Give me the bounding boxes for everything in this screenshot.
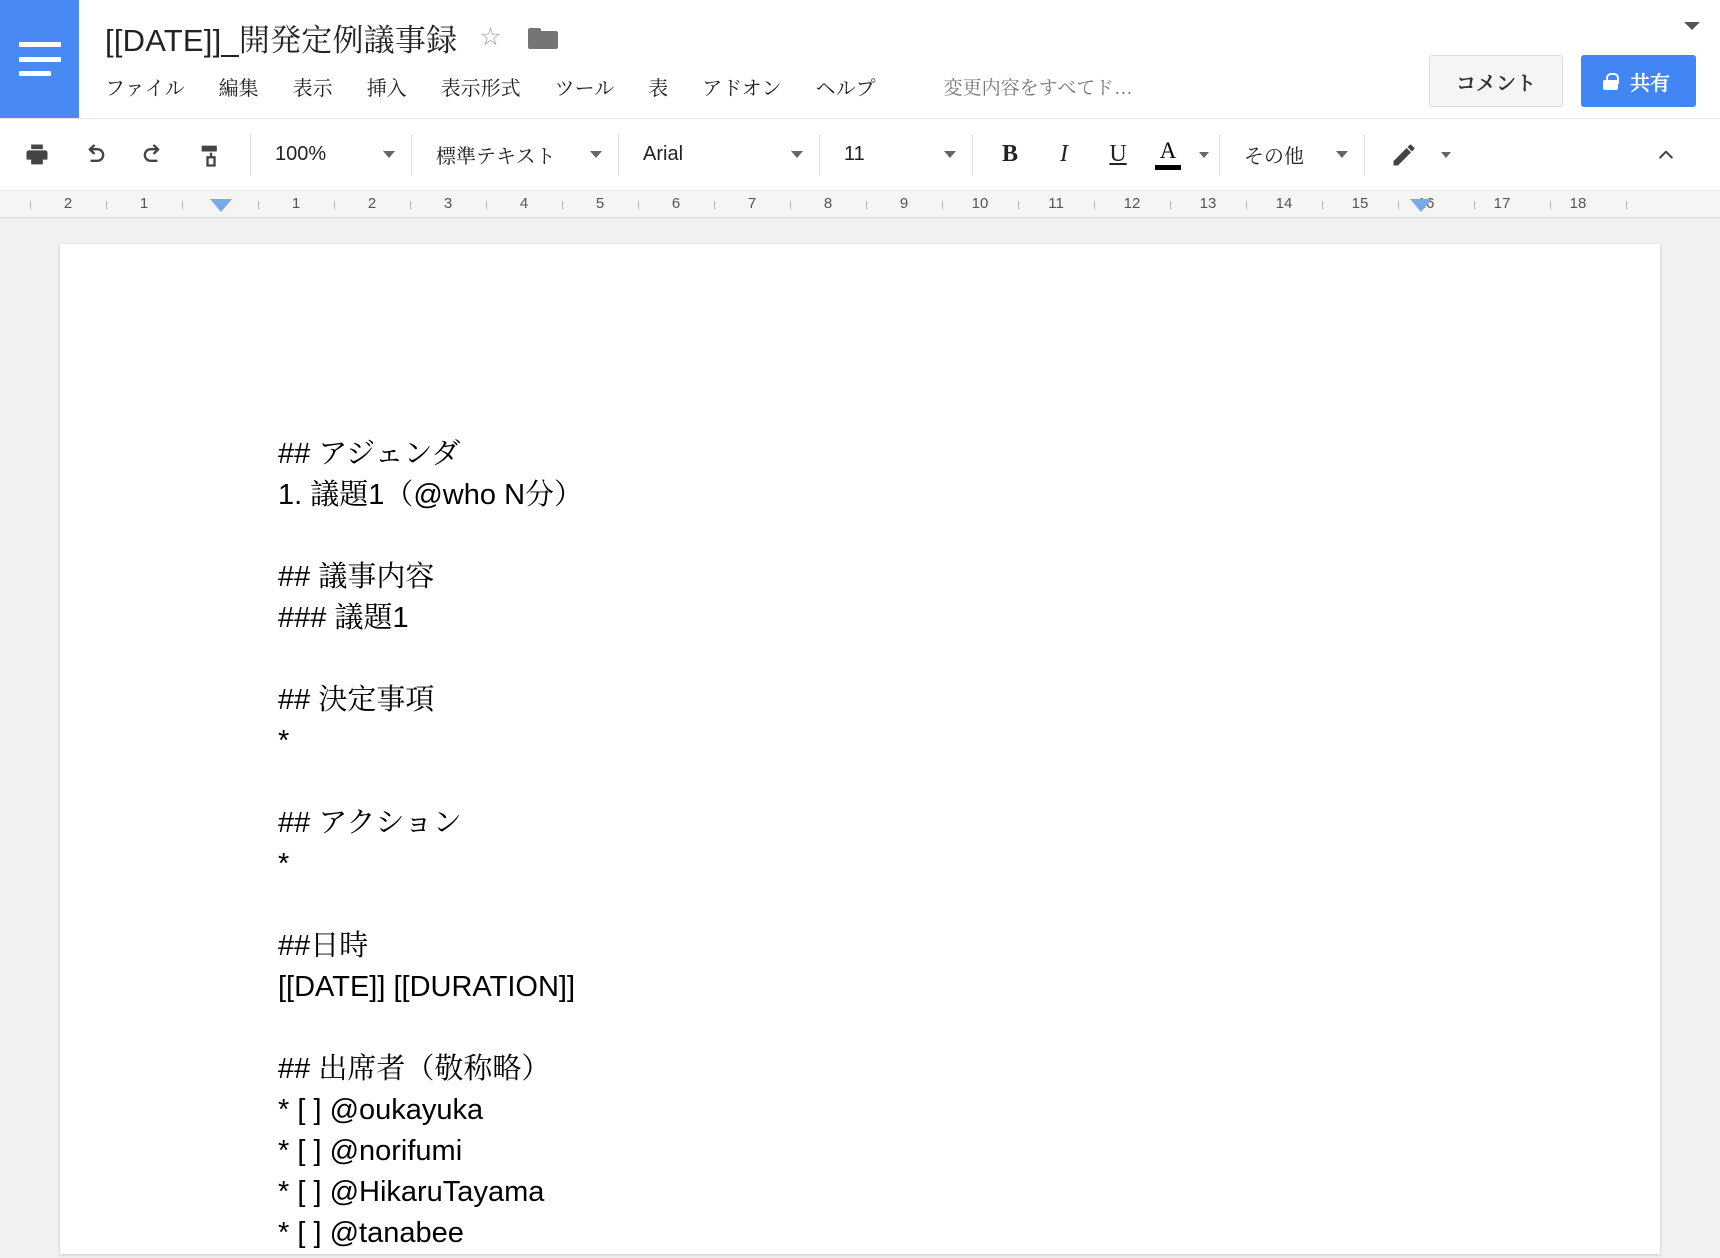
toolbar-divider — [250, 134, 251, 176]
pencil-icon — [1390, 141, 1418, 169]
menu-item-table[interactable]: 表 — [648, 77, 669, 100]
ruler-label: 17 — [1493, 195, 1511, 212]
header-actions — [1429, 55, 1696, 107]
ruler-label: 4 — [519, 195, 529, 212]
ruler-label: 6 — [671, 195, 681, 212]
title-row — [105, 14, 1720, 60]
ruler-label: 1 — [291, 195, 301, 212]
chevron-down-icon[interactable] — [1199, 152, 1209, 158]
menu-item-insert[interactable]: 挿入 — [366, 77, 407, 100]
document-line[interactable]: * [ ] @HikaruTayama — [278, 1176, 545, 1208]
chevron-down-icon[interactable] — [1684, 22, 1700, 30]
redo-button[interactable] — [124, 128, 182, 182]
ruler-label: 8 — [823, 195, 833, 212]
document-line[interactable]: ## 決定事項 — [278, 684, 435, 716]
docs-menu-button[interactable] — [0, 0, 79, 118]
paint-format-icon — [197, 141, 225, 169]
save-status-text: 変更内容をすべてド… — [943, 77, 1133, 99]
toolbar-divider — [1364, 134, 1365, 176]
chevron-down-icon — [383, 151, 395, 158]
document-line[interactable] — [278, 1008, 1660, 1049]
ruler-label: 2 — [63, 195, 73, 212]
document-line[interactable]: * — [278, 848, 290, 880]
menu-item-tools[interactable]: ツール — [554, 77, 615, 100]
document-line[interactable]: * — [278, 725, 290, 757]
ruler-label: 1 — [139, 195, 149, 212]
document-page[interactable] — [60, 244, 1660, 1254]
toolbar-divider — [1219, 134, 1220, 176]
zoom-value: 100% — [275, 143, 327, 165]
text-color-icon: A — [1159, 138, 1177, 163]
text-color-swatch — [1155, 165, 1181, 170]
ruler-label: 7 — [747, 195, 757, 212]
document-line[interactable]: ## アジェンダ — [278, 438, 461, 470]
share-button[interactable] — [1581, 55, 1696, 107]
paint-format-button[interactable] — [182, 128, 240, 182]
chevron-down-icon[interactable] — [1441, 152, 1451, 158]
text-color-button[interactable] — [1145, 128, 1191, 182]
print-button[interactable] — [8, 128, 66, 182]
underline-button[interactable]: U — [1109, 141, 1127, 167]
vertical-scrollbar[interactable] — [1700, 218, 1720, 1258]
chevron-down-icon — [944, 151, 956, 158]
menu-item-view[interactable]: 表示 — [292, 77, 333, 100]
paragraph-style-select[interactable] — [422, 128, 608, 182]
more-options-select[interactable] — [1230, 128, 1354, 182]
document-line[interactable]: ## アクション — [278, 807, 462, 839]
print-icon — [22, 141, 52, 169]
ruler-label: 18 — [1569, 195, 1587, 212]
document-line[interactable]: * [ ] @tanabee — [278, 1217, 464, 1249]
font-select[interactable] — [629, 128, 809, 182]
document-title[interactable]: [[DATE]]_開発定例議事録 — [105, 22, 458, 58]
font-size-value: 11 — [844, 143, 865, 165]
chevron-down-icon — [1336, 151, 1348, 158]
document-canvas — [0, 218, 1720, 1258]
ruler-label: 11 — [1048, 195, 1064, 212]
ruler-ticks — [0, 191, 1720, 218]
toolbar-divider — [972, 134, 973, 176]
indent-marker-left[interactable] — [210, 199, 232, 212]
chevron-up-icon — [1651, 145, 1681, 165]
toolbar-divider — [411, 134, 412, 176]
document-line[interactable]: * [ ] @norifumi — [278, 1135, 463, 1167]
more-options-label: その他 — [1244, 146, 1304, 168]
menu-item-format[interactable]: 表示形式 — [440, 77, 521, 100]
document-line[interactable]: ## 議事内容 — [278, 561, 435, 593]
menu-item-help[interactable]: ヘルプ — [815, 77, 876, 100]
collapse-toolbar-button[interactable] — [1640, 129, 1692, 181]
document-line[interactable]: ## 出席者（敬称略） — [278, 1053, 551, 1085]
share-button-label: 共有 — [1630, 72, 1670, 95]
italic-button[interactable]: I — [1060, 141, 1068, 167]
paragraph-style-value: 標準テキスト — [436, 146, 556, 168]
zoom-select[interactable] — [261, 128, 401, 182]
edit-mode-button[interactable] — [1375, 128, 1433, 182]
document-line[interactable] — [278, 516, 1660, 557]
menu-item-addons[interactable]: アドオン — [702, 77, 782, 100]
toolbar-divider — [819, 134, 820, 176]
document-line[interactable]: [[DATE]] [[DURATION]] — [278, 971, 575, 1003]
toolbar-divider — [618, 134, 619, 176]
ruler-label: 12 — [1123, 195, 1141, 212]
comment-button[interactable] — [1429, 55, 1563, 107]
star-icon[interactable]: ☆ — [479, 22, 502, 51]
ruler-label: 9 — [899, 195, 909, 212]
indent-marker-right[interactable] — [1410, 199, 1432, 212]
document-line[interactable] — [278, 762, 1660, 803]
ruler-label: 13 — [1199, 195, 1217, 212]
document-line[interactable] — [278, 639, 1660, 680]
document-line[interactable]: 1. 議題1（@who N分） — [278, 479, 584, 511]
chevron-down-icon — [791, 151, 803, 158]
undo-icon — [80, 141, 110, 169]
redo-icon — [138, 141, 168, 169]
ruler-label: 10 — [971, 195, 989, 212]
ruler-label: 5 — [595, 195, 605, 212]
ruler[interactable] — [0, 190, 1720, 218]
ruler-label: 16 — [1417, 195, 1435, 212]
bold-button[interactable]: B — [1001, 141, 1018, 167]
font-size-select[interactable] — [830, 128, 962, 182]
document-line[interactable]: * [ ] @oukayuka — [278, 1094, 484, 1126]
font-value: Arial — [643, 143, 684, 165]
ruler-label: 14 — [1275, 195, 1293, 212]
document-line[interactable]: ### 議題1 — [278, 602, 409, 634]
app-header — [0, 0, 1720, 118]
menu-item-edit[interactable]: 編集 — [218, 77, 259, 100]
chevron-down-icon — [590, 151, 602, 158]
menu-item-file[interactable]: ファイル — [105, 77, 185, 100]
ruler-label: 3 — [443, 195, 453, 212]
ruler-label: 15 — [1351, 195, 1369, 212]
document-line[interactable] — [278, 885, 1660, 926]
folder-icon[interactable] — [528, 26, 558, 49]
document-line[interactable]: ##日時 — [278, 930, 369, 962]
lock-icon — [1603, 73, 1618, 90]
comment-button-label: コメント — [1456, 72, 1536, 95]
ruler-label: 2 — [367, 195, 377, 212]
docs-hamburger-icon — [19, 42, 61, 76]
formatting-toolbar — [0, 118, 1720, 190]
undo-button[interactable] — [66, 128, 124, 182]
